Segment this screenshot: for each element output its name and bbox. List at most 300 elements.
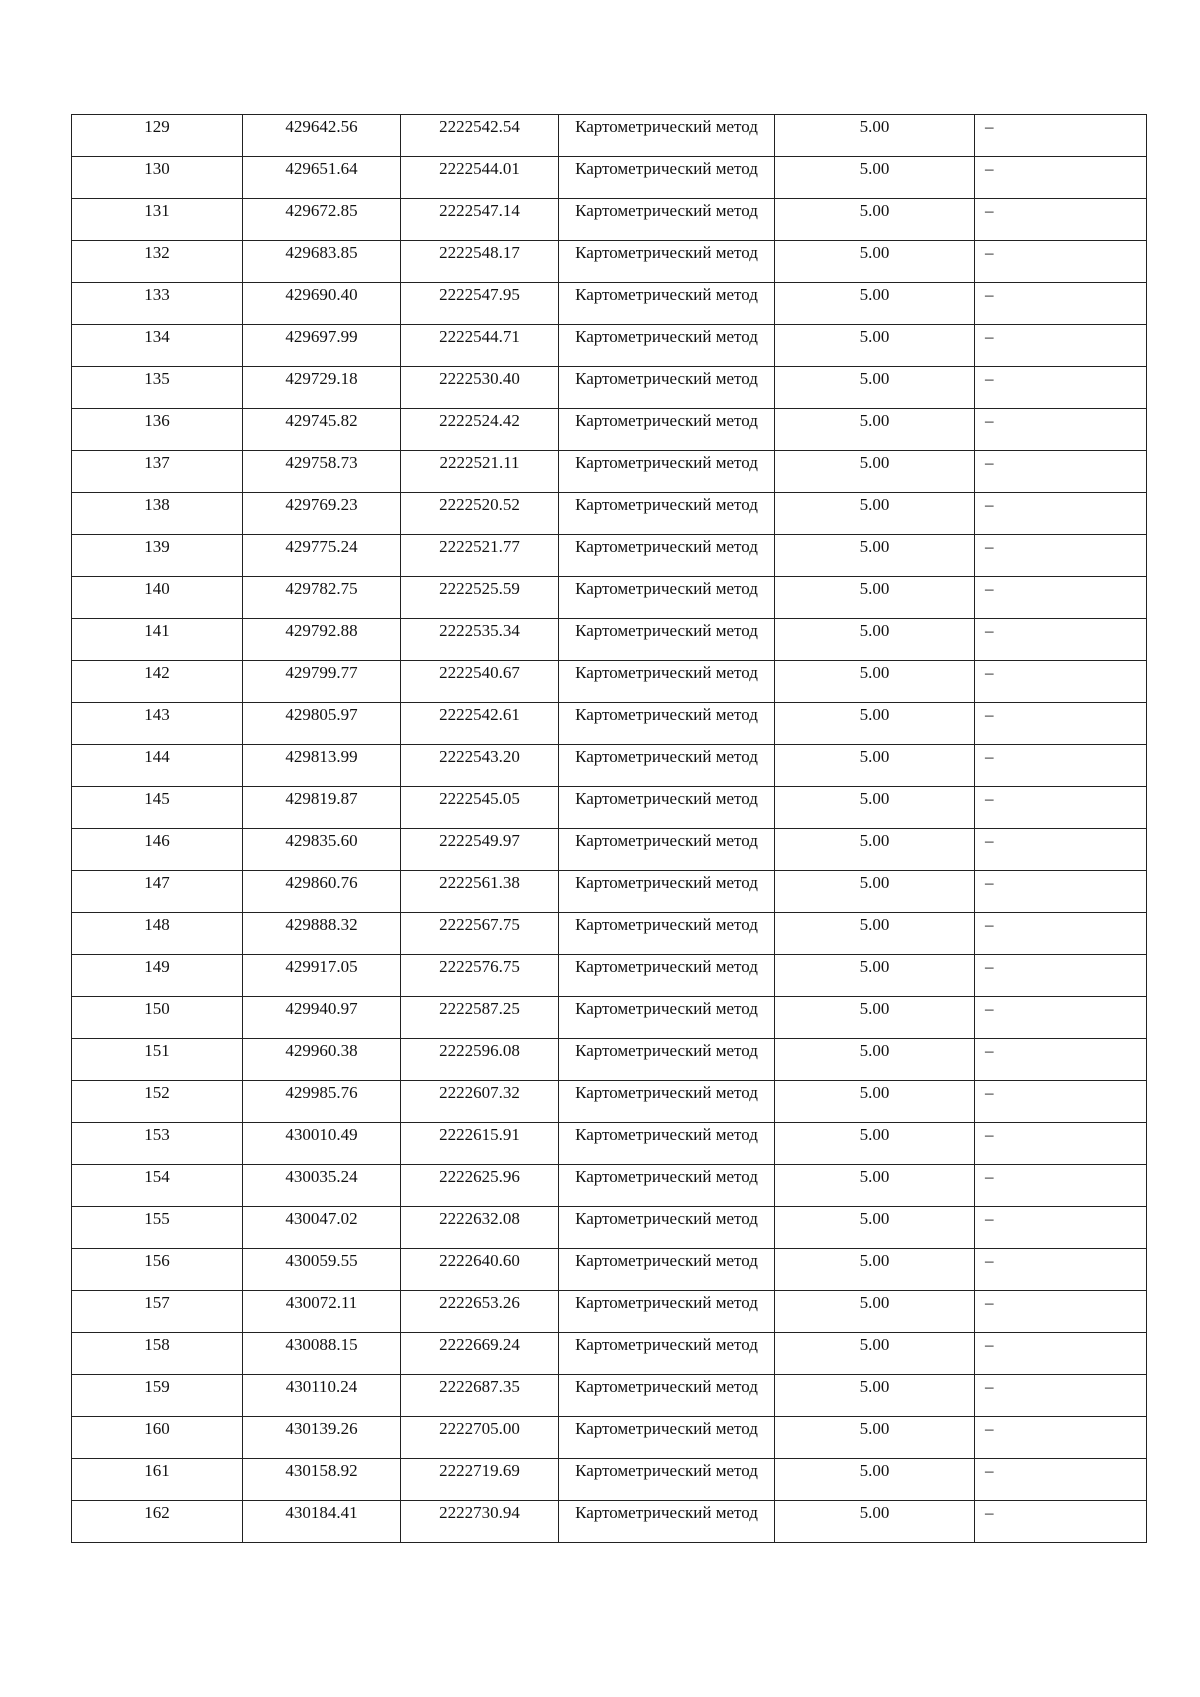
point-number-cell xyxy=(72,199,243,241)
note-cell-text: – xyxy=(985,117,994,136)
coordinate-y-cell xyxy=(401,1417,559,1459)
coordinate-y-cell-text: 2222543.20 xyxy=(439,747,520,766)
coordinate-y-cell-text: 2222535.34 xyxy=(439,621,520,640)
method-cell-text: Картометрический метод xyxy=(575,1293,758,1312)
note-cell-text: – xyxy=(985,411,994,430)
coordinate-x-cell-text: 429775.24 xyxy=(285,537,358,556)
coordinate-y-cell-text: 2222542.54 xyxy=(439,117,520,136)
accuracy-cell xyxy=(775,661,975,703)
point-number-cell-text: 130 xyxy=(144,159,170,178)
coordinate-x-cell xyxy=(243,535,401,577)
method-cell xyxy=(559,1039,775,1081)
coordinate-x-cell-text: 429860.76 xyxy=(285,873,358,892)
table-row xyxy=(72,409,1147,451)
coordinate-x-cell-text: 429697.99 xyxy=(285,327,358,346)
point-number-cell-text: 159 xyxy=(144,1377,170,1396)
table-row xyxy=(72,367,1147,409)
note-cell xyxy=(975,115,1147,157)
note-cell-text: – xyxy=(985,453,994,472)
coordinate-y-cell-text: 2222540.67 xyxy=(439,663,520,682)
coordinate-y-cell xyxy=(401,1165,559,1207)
accuracy-cell xyxy=(775,955,975,997)
point-number-cell-text: 150 xyxy=(144,999,170,1018)
note-cell xyxy=(975,829,1147,871)
coordinate-y-cell xyxy=(401,409,559,451)
coordinate-x-cell-text: 429940.97 xyxy=(285,999,358,1018)
table-row xyxy=(72,157,1147,199)
point-number-cell-text: 142 xyxy=(144,663,170,682)
point-number-cell xyxy=(72,703,243,745)
coordinate-y-cell-text: 2222596.08 xyxy=(439,1041,520,1060)
accuracy-cell-text: 5.00 xyxy=(859,579,890,598)
coordinate-x-cell-text: 430047.02 xyxy=(285,1209,358,1228)
coordinate-y-cell xyxy=(401,1459,559,1501)
method-cell xyxy=(559,1249,775,1291)
coordinate-x-cell-text: 429819.87 xyxy=(285,789,358,808)
accuracy-cell xyxy=(775,1081,975,1123)
coordinate-x-cell xyxy=(243,745,401,787)
coordinate-x-cell xyxy=(243,115,401,157)
point-number-cell-text: 143 xyxy=(144,705,170,724)
note-cell-text: – xyxy=(985,789,994,808)
table-row xyxy=(72,745,1147,787)
note-cell xyxy=(975,1165,1147,1207)
point-number-cell xyxy=(72,1039,243,1081)
table-row xyxy=(72,1207,1147,1249)
note-cell-text: – xyxy=(985,1125,994,1144)
coordinate-x-cell-text: 429835.60 xyxy=(285,831,358,850)
note-cell xyxy=(975,619,1147,661)
note-cell-text: – xyxy=(985,999,994,1018)
accuracy-cell xyxy=(775,829,975,871)
coordinate-y-cell-text: 2222669.24 xyxy=(439,1335,520,1354)
accuracy-cell xyxy=(775,1291,975,1333)
note-cell-text: – xyxy=(985,1251,994,1270)
accuracy-cell-text: 5.00 xyxy=(859,1293,890,1312)
note-cell xyxy=(975,577,1147,619)
method-cell-text: Картометрический метод xyxy=(575,579,758,598)
method-cell xyxy=(559,661,775,703)
accuracy-cell xyxy=(775,241,975,283)
method-cell-text: Картометрический метод xyxy=(575,1083,758,1102)
accuracy-cell-text: 5.00 xyxy=(859,957,890,976)
note-cell-text: – xyxy=(985,369,994,388)
note-cell xyxy=(975,367,1147,409)
accuracy-cell-text: 5.00 xyxy=(859,495,890,514)
point-number-cell xyxy=(72,871,243,913)
note-cell xyxy=(975,1375,1147,1417)
accuracy-cell xyxy=(775,283,975,325)
table-row xyxy=(72,1039,1147,1081)
note-cell xyxy=(975,1501,1147,1543)
accuracy-cell-text: 5.00 xyxy=(859,1125,890,1144)
note-cell xyxy=(975,1459,1147,1501)
note-cell xyxy=(975,1207,1147,1249)
point-number-cell xyxy=(72,577,243,619)
coordinate-x-cell xyxy=(243,451,401,493)
point-number-cell xyxy=(72,661,243,703)
coordinate-y-cell xyxy=(401,283,559,325)
method-cell-text: Картометрический метод xyxy=(575,285,758,304)
coordinate-y-cell xyxy=(401,1375,559,1417)
coordinate-x-cell xyxy=(243,913,401,955)
coordinate-y-cell xyxy=(401,451,559,493)
point-number-cell xyxy=(72,997,243,1039)
accuracy-cell-text: 5.00 xyxy=(859,915,890,934)
coordinate-y-cell xyxy=(401,493,559,535)
point-number-cell-text: 149 xyxy=(144,957,170,976)
coordinate-x-cell-text: 429642.56 xyxy=(285,117,358,136)
coordinate-x-cell-text: 429769.23 xyxy=(285,495,358,514)
table-row xyxy=(72,703,1147,745)
accuracy-cell-text: 5.00 xyxy=(859,1083,890,1102)
table-row xyxy=(72,1375,1147,1417)
table-row xyxy=(72,1123,1147,1165)
method-cell-text: Картометрический метод xyxy=(575,999,758,1018)
table-row xyxy=(72,1081,1147,1123)
coordinate-y-cell xyxy=(401,535,559,577)
table-row xyxy=(72,1501,1147,1543)
method-cell xyxy=(559,913,775,955)
coordinate-x-cell-text: 429672.85 xyxy=(285,201,358,220)
coordinate-y-cell xyxy=(401,1291,559,1333)
method-cell-text: Картометрический метод xyxy=(575,537,758,556)
accuracy-cell xyxy=(775,871,975,913)
table-row xyxy=(72,1333,1147,1375)
method-cell xyxy=(559,283,775,325)
table-row xyxy=(72,913,1147,955)
point-number-cell-text: 146 xyxy=(144,831,170,850)
table-row xyxy=(72,535,1147,577)
method-cell xyxy=(559,787,775,829)
point-number-cell-text: 151 xyxy=(144,1041,170,1060)
point-number-cell-text: 144 xyxy=(144,747,170,766)
table-row xyxy=(72,115,1147,157)
method-cell xyxy=(559,241,775,283)
method-cell-text: Картометрический метод xyxy=(575,159,758,178)
coordinate-x-cell xyxy=(243,1207,401,1249)
method-cell-text: Картометрический метод xyxy=(575,1335,758,1354)
method-cell xyxy=(559,577,775,619)
coordinate-y-cell-text: 2222524.42 xyxy=(439,411,520,430)
method-cell xyxy=(559,199,775,241)
note-cell-text: – xyxy=(985,1461,994,1480)
coordinate-x-cell xyxy=(243,661,401,703)
coordinate-y-cell-text: 2222730.94 xyxy=(439,1503,520,1522)
coordinate-x-cell xyxy=(243,703,401,745)
note-cell-text: – xyxy=(985,159,994,178)
coordinate-x-cell-text: 429782.75 xyxy=(285,579,358,598)
coordinate-x-cell-text: 429888.32 xyxy=(285,915,358,934)
accuracy-cell-text: 5.00 xyxy=(859,1167,890,1186)
coordinate-x-cell xyxy=(243,955,401,997)
table-row xyxy=(72,451,1147,493)
note-cell xyxy=(975,241,1147,283)
note-cell xyxy=(975,1123,1147,1165)
method-cell-text: Картометрический метод xyxy=(575,369,758,388)
note-cell-text: – xyxy=(985,579,994,598)
note-cell xyxy=(975,493,1147,535)
coordinate-x-cell xyxy=(243,1123,401,1165)
coordinate-x-cell-text: 429917.05 xyxy=(285,957,358,976)
coordinate-x-cell-text: 429758.73 xyxy=(285,453,358,472)
coordinate-y-cell-text: 2222625.96 xyxy=(439,1167,520,1186)
note-cell-text: – xyxy=(985,915,994,934)
coordinate-y-cell xyxy=(401,325,559,367)
accuracy-cell-text: 5.00 xyxy=(859,453,890,472)
note-cell-text: – xyxy=(985,1335,994,1354)
point-number-cell xyxy=(72,1333,243,1375)
note-cell-text: – xyxy=(985,1293,994,1312)
point-number-cell xyxy=(72,115,243,157)
coordinate-x-cell-text: 429813.99 xyxy=(285,747,358,766)
method-cell xyxy=(559,1333,775,1375)
coordinate-x-cell xyxy=(243,367,401,409)
coordinate-x-cell-text: 429690.40 xyxy=(285,285,358,304)
method-cell xyxy=(559,829,775,871)
method-cell xyxy=(559,367,775,409)
point-number-cell xyxy=(72,535,243,577)
coordinate-x-cell-text: 429792.88 xyxy=(285,621,358,640)
coordinate-x-cell-text: 429960.38 xyxy=(285,1041,358,1060)
method-cell xyxy=(559,1459,775,1501)
coordinate-y-cell xyxy=(401,787,559,829)
accuracy-cell xyxy=(775,787,975,829)
coordinate-x-cell-text: 430059.55 xyxy=(285,1251,358,1270)
coordinate-x-cell-text: 429805.97 xyxy=(285,705,358,724)
accuracy-cell-text: 5.00 xyxy=(859,1461,890,1480)
coordinate-y-cell-text: 2222525.59 xyxy=(439,579,520,598)
note-cell-text: – xyxy=(985,747,994,766)
note-cell xyxy=(975,997,1147,1039)
coordinate-x-cell xyxy=(243,1291,401,1333)
accuracy-cell-text: 5.00 xyxy=(859,201,890,220)
note-cell xyxy=(975,409,1147,451)
accuracy-cell xyxy=(775,1165,975,1207)
coordinate-y-cell xyxy=(401,871,559,913)
accuracy-cell xyxy=(775,1207,975,1249)
accuracy-cell-text: 5.00 xyxy=(859,537,890,556)
point-number-cell xyxy=(72,1501,243,1543)
point-number-cell xyxy=(72,1165,243,1207)
coordinate-y-cell-text: 2222549.97 xyxy=(439,831,520,850)
accuracy-cell-text: 5.00 xyxy=(859,1041,890,1060)
table-row xyxy=(72,997,1147,1039)
table-row xyxy=(72,1417,1147,1459)
accuracy-cell-text: 5.00 xyxy=(859,873,890,892)
method-cell xyxy=(559,1123,775,1165)
point-number-cell xyxy=(72,1459,243,1501)
point-number-cell-text: 157 xyxy=(144,1293,170,1312)
coordinate-y-cell xyxy=(401,703,559,745)
accuracy-cell-text: 5.00 xyxy=(859,159,890,178)
accuracy-cell xyxy=(775,493,975,535)
method-cell xyxy=(559,745,775,787)
coordinate-x-cell-text: 429745.82 xyxy=(285,411,358,430)
method-cell xyxy=(559,1165,775,1207)
coordinate-x-cell xyxy=(243,619,401,661)
accuracy-cell-text: 5.00 xyxy=(859,747,890,766)
coordinate-x-cell-text: 430158.92 xyxy=(285,1461,358,1480)
note-cell xyxy=(975,1417,1147,1459)
method-cell xyxy=(559,997,775,1039)
coordinate-x-cell-text: 430010.49 xyxy=(285,1125,358,1144)
coordinate-x-cell xyxy=(243,829,401,871)
coordinate-y-cell-text: 2222542.61 xyxy=(439,705,520,724)
coordinate-y-cell-text: 2222615.91 xyxy=(439,1125,520,1144)
coordinate-y-cell-text: 2222530.40 xyxy=(439,369,520,388)
accuracy-cell xyxy=(775,745,975,787)
method-cell xyxy=(559,493,775,535)
coordinate-y-cell-text: 2222520.52 xyxy=(439,495,520,514)
coordinate-y-cell xyxy=(401,115,559,157)
note-cell xyxy=(975,871,1147,913)
coordinate-y-cell-text: 2222547.95 xyxy=(439,285,520,304)
table-row xyxy=(72,829,1147,871)
table-row xyxy=(72,325,1147,367)
note-cell xyxy=(975,1291,1147,1333)
note-cell xyxy=(975,325,1147,367)
method-cell xyxy=(559,115,775,157)
accuracy-cell-text: 5.00 xyxy=(859,1419,890,1438)
note-cell xyxy=(975,1081,1147,1123)
method-cell-text: Картометрический метод xyxy=(575,705,758,724)
coordinate-y-cell xyxy=(401,955,559,997)
coordinate-x-cell-text: 430035.24 xyxy=(285,1167,358,1186)
point-number-cell-text: 162 xyxy=(144,1503,170,1522)
accuracy-cell xyxy=(775,577,975,619)
method-cell-text: Картометрический метод xyxy=(575,495,758,514)
coordinate-x-cell-text: 430088.15 xyxy=(285,1335,358,1354)
note-cell xyxy=(975,1249,1147,1291)
note-cell-text: – xyxy=(985,537,994,556)
point-number-cell-text: 153 xyxy=(144,1125,170,1144)
point-number-cell-text: 145 xyxy=(144,789,170,808)
table-row xyxy=(72,493,1147,535)
method-cell-text: Картометрический метод xyxy=(575,873,758,892)
point-number-cell xyxy=(72,1375,243,1417)
coordinate-y-cell xyxy=(401,745,559,787)
coordinate-y-cell-text: 2222587.25 xyxy=(439,999,520,1018)
method-cell-text: Картометрический метод xyxy=(575,1209,758,1228)
method-cell-text: Картометрический метод xyxy=(575,663,758,682)
table-row xyxy=(72,199,1147,241)
coordinate-y-cell-text: 2222548.17 xyxy=(439,243,520,262)
accuracy-cell-text: 5.00 xyxy=(859,1335,890,1354)
coordinate-x-cell-text: 430184.41 xyxy=(285,1503,358,1522)
accuracy-cell xyxy=(775,409,975,451)
accuracy-cell xyxy=(775,1123,975,1165)
coordinate-y-cell xyxy=(401,367,559,409)
note-cell xyxy=(975,787,1147,829)
coordinate-y-cell xyxy=(401,913,559,955)
coordinate-y-cell xyxy=(401,1333,559,1375)
coordinate-x-cell xyxy=(243,241,401,283)
point-number-cell-text: 160 xyxy=(144,1419,170,1438)
note-cell-text: – xyxy=(985,1209,994,1228)
point-number-cell xyxy=(72,913,243,955)
method-cell-text: Картометрический метод xyxy=(575,831,758,850)
method-cell-text: Картометрический метод xyxy=(575,117,758,136)
table-row xyxy=(72,1165,1147,1207)
accuracy-cell xyxy=(775,1375,975,1417)
point-number-cell-text: 134 xyxy=(144,327,170,346)
method-cell-text: Картометрический метод xyxy=(575,411,758,430)
method-cell-text: Картометрический метод xyxy=(575,1251,758,1270)
point-number-cell xyxy=(72,787,243,829)
table-row xyxy=(72,871,1147,913)
point-number-cell xyxy=(72,619,243,661)
coordinate-y-cell-text: 2222544.01 xyxy=(439,159,520,178)
point-number-cell-text: 156 xyxy=(144,1251,170,1270)
method-cell-text: Картометрический метод xyxy=(575,453,758,472)
method-cell xyxy=(559,619,775,661)
coordinate-y-cell xyxy=(401,1039,559,1081)
method-cell xyxy=(559,1291,775,1333)
note-cell-text: – xyxy=(985,873,994,892)
method-cell xyxy=(559,325,775,367)
coordinate-x-cell xyxy=(243,1165,401,1207)
coordinate-x-cell xyxy=(243,1417,401,1459)
table-row xyxy=(72,1249,1147,1291)
point-number-cell-text: 147 xyxy=(144,873,170,892)
point-number-cell xyxy=(72,493,243,535)
accuracy-cell-text: 5.00 xyxy=(859,369,890,388)
accuracy-cell xyxy=(775,703,975,745)
method-cell-text: Картометрический метод xyxy=(575,327,758,346)
coordinate-y-cell-text: 2222561.38 xyxy=(439,873,520,892)
note-cell-text: – xyxy=(985,957,994,976)
note-cell xyxy=(975,1333,1147,1375)
note-cell xyxy=(975,703,1147,745)
point-number-cell-text: 138 xyxy=(144,495,170,514)
coordinate-y-cell-text: 2222521.11 xyxy=(439,453,520,472)
method-cell xyxy=(559,1207,775,1249)
table-row xyxy=(72,619,1147,661)
point-number-cell-text: 161 xyxy=(144,1461,170,1480)
point-number-cell xyxy=(72,829,243,871)
coordinate-x-cell-text: 429651.64 xyxy=(285,159,358,178)
accuracy-cell-text: 5.00 xyxy=(859,1377,890,1396)
accuracy-cell xyxy=(775,1417,975,1459)
table-row xyxy=(72,787,1147,829)
coordinate-x-cell-text: 429683.85 xyxy=(285,243,358,262)
method-cell xyxy=(559,1375,775,1417)
coordinate-y-cell-text: 2222640.60 xyxy=(439,1251,520,1270)
coordinates-table xyxy=(71,114,1147,1543)
coordinate-x-cell-text: 429729.18 xyxy=(285,369,358,388)
point-number-cell xyxy=(72,1417,243,1459)
note-cell-text: – xyxy=(985,1083,994,1102)
note-cell xyxy=(975,283,1147,325)
accuracy-cell xyxy=(775,451,975,493)
coordinate-y-cell-text: 2222576.75 xyxy=(439,957,520,976)
accuracy-cell-text: 5.00 xyxy=(859,243,890,262)
note-cell-text: – xyxy=(985,663,994,682)
coordinate-x-cell-text: 430110.24 xyxy=(285,1377,358,1396)
coordinate-x-cell xyxy=(243,157,401,199)
coordinate-y-cell-text: 2222547.14 xyxy=(439,201,520,220)
coordinate-x-cell xyxy=(243,199,401,241)
method-cell-text: Картометрический метод xyxy=(575,621,758,640)
point-number-cell xyxy=(72,955,243,997)
accuracy-cell-text: 5.00 xyxy=(859,663,890,682)
note-cell-text: – xyxy=(985,1041,994,1060)
note-cell-text: – xyxy=(985,1167,994,1186)
coordinate-x-cell xyxy=(243,1333,401,1375)
coordinate-y-cell-text: 2222521.77 xyxy=(439,537,520,556)
note-cell-text: – xyxy=(985,285,994,304)
